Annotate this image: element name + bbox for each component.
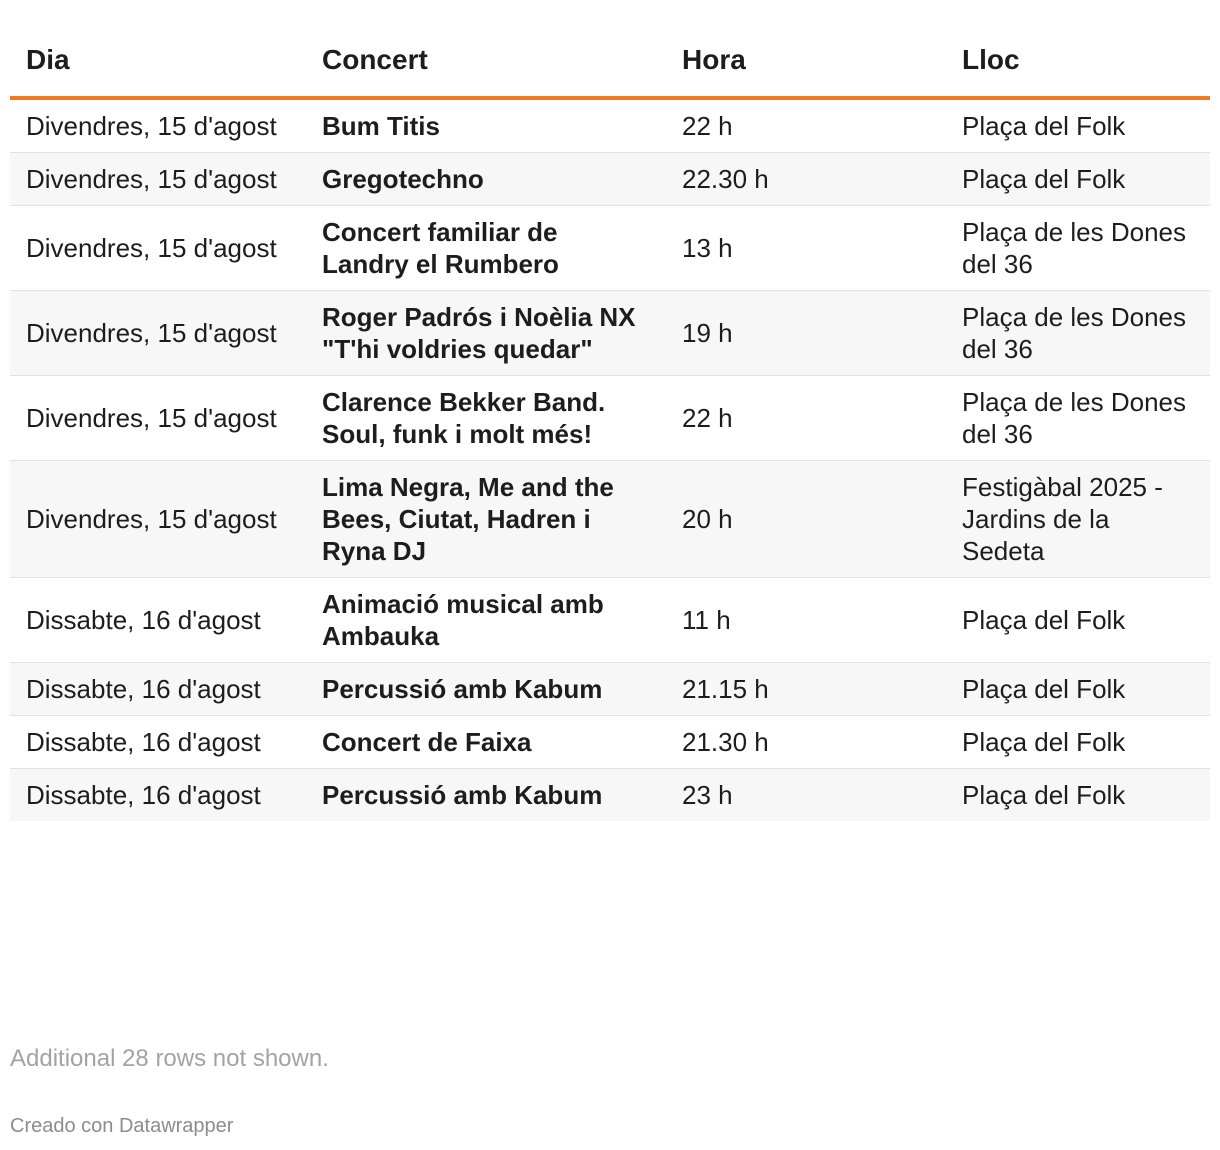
cell-lloc: Plaça del Folk [946, 153, 1210, 206]
cell-concert: Percussió amb Kabum [306, 663, 666, 716]
cell-lloc: Plaça del Folk [946, 98, 1210, 153]
cell-lloc: Festigàbal 2025 - Jardins de la Sedeta [946, 461, 1210, 578]
table-header [10, 28, 1210, 98]
cell-concert: Percussió amb Kabum [306, 769, 666, 822]
cell-concert: Bum Titis [306, 98, 666, 153]
header-row [10, 28, 1210, 98]
cell-lloc: Plaça de les Dones del 36 [946, 206, 1210, 291]
cell-dia: Divendres, 15 d'agost [10, 376, 306, 461]
column-header-lloc[interactable]: Lloc [946, 28, 1210, 98]
cell-concert: Concert familiar de Landry el Rumbero [306, 206, 666, 291]
datawrapper-credit[interactable]: Creado con Datawrapper [10, 1115, 234, 1137]
cell-hora: 23 h [666, 769, 946, 822]
cell-dia: Dissabte, 16 d'agost [10, 769, 306, 822]
cell-lloc: Plaça del Folk [946, 578, 1210, 663]
cell-dia: Dissabte, 16 d'agost [10, 578, 306, 663]
cell-hora: 21.15 h [666, 663, 946, 716]
table-row [10, 291, 1210, 376]
cell-lloc: Plaça del Folk [946, 663, 1210, 716]
cell-dia: Divendres, 15 d'agost [10, 98, 306, 153]
column-header-hora[interactable]: Hora [666, 28, 946, 98]
column-header-dia[interactable]: Dia [10, 28, 306, 98]
cell-hora: 11 h [666, 578, 946, 663]
additional-rows-note: Additional 28 rows not shown. [10, 1045, 329, 1072]
cell-concert: Animació musical amb Ambauka [306, 578, 666, 663]
cell-hora: 22 h [666, 376, 946, 461]
cell-hora: 22.30 h [666, 153, 946, 206]
cell-hora: 19 h [666, 291, 946, 376]
cell-dia: Divendres, 15 d'agost [10, 461, 306, 578]
table-row [10, 206, 1210, 291]
table-row [10, 98, 1210, 153]
cell-concert: Concert de Faixa [306, 716, 666, 769]
table-row [10, 461, 1210, 578]
table-row [10, 716, 1210, 769]
cell-concert: Gregotechno [306, 153, 666, 206]
table-row [10, 376, 1210, 461]
table-body [10, 98, 1210, 821]
table-row [10, 769, 1210, 822]
cell-lloc: Plaça de les Dones del 36 [946, 376, 1210, 461]
table-row [10, 663, 1210, 716]
cell-dia: Divendres, 15 d'agost [10, 153, 306, 206]
cell-concert: Roger Padrós i Noèlia NX "T'hi voldries quedar" [306, 291, 666, 376]
cell-lloc: Plaça del Folk [946, 716, 1210, 769]
cell-hora: 22 h [666, 98, 946, 153]
column-header-concert[interactable]: Concert [306, 28, 666, 98]
cell-dia: Dissabte, 16 d'agost [10, 663, 306, 716]
table-row [10, 578, 1210, 663]
cell-lloc: Plaça del Folk [946, 769, 1210, 822]
concert-table-container [10, 28, 1210, 821]
cell-concert: Lima Negra, Me and the Bees, Ciutat, Hadren i Ryna DJ [306, 461, 666, 578]
cell-concert: Clarence Bekker Band. Soul, funk i molt més! [306, 376, 666, 461]
cell-dia: Dissabte, 16 d'agost [10, 716, 306, 769]
cell-hora: 21.30 h [666, 716, 946, 769]
cell-dia: Divendres, 15 d'agost [10, 291, 306, 376]
cell-hora: 20 h [666, 461, 946, 578]
cell-hora: 13 h [666, 206, 946, 291]
concert-table [10, 28, 1210, 821]
table-row [10, 153, 1210, 206]
cell-lloc: Plaça de les Dones del 36 [946, 291, 1210, 376]
cell-dia: Divendres, 15 d'agost [10, 206, 306, 291]
